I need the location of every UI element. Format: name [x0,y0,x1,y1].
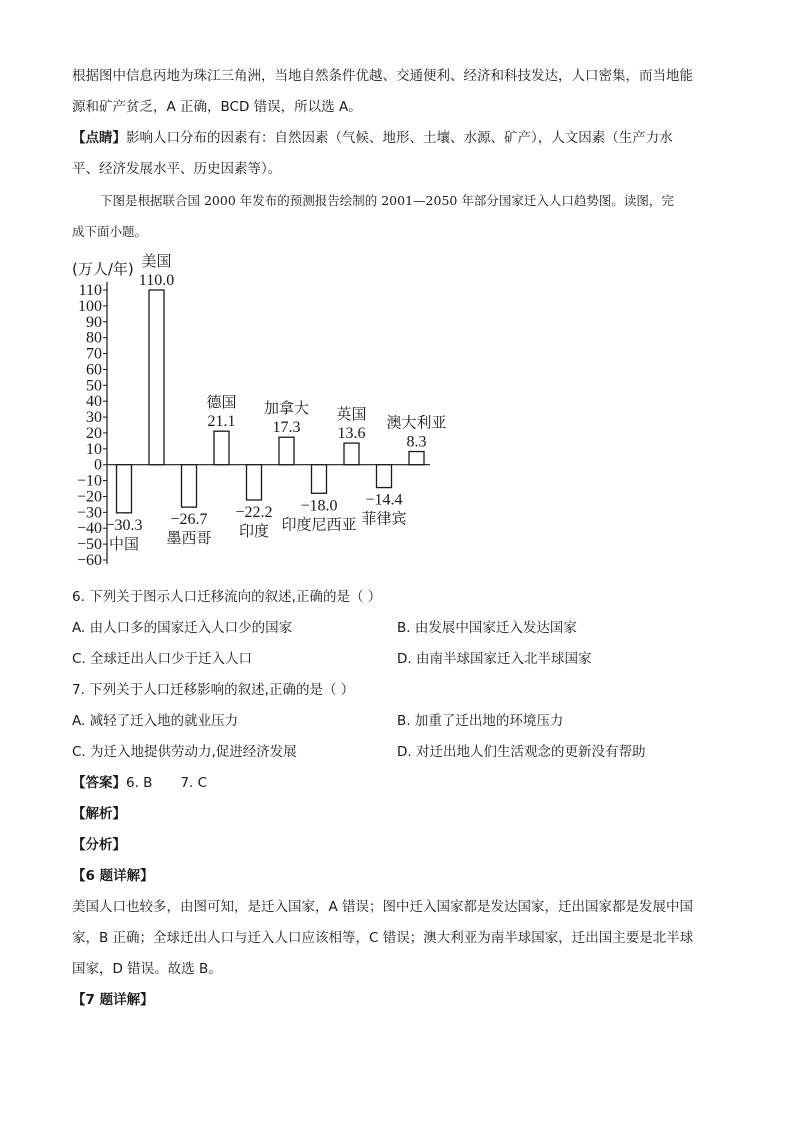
prev-line-2: 源和矿产贫乏，A 正确，BCD 错误，所以选 A。 [72,99,362,115]
answer-tag: 【答案】 [72,775,126,791]
q6-option-d: D. 由南半球国家迁入北半球国家 [397,651,592,667]
y-tick-label: 60 [86,361,102,379]
answer-line [72,773,207,793]
bar [279,437,294,464]
y-tick-label: 80 [86,329,102,347]
y-tick-label: 50 [86,377,102,395]
bar-value-label: 13.6 [337,425,366,443]
fenxi-tag: 【分析】 [72,837,126,853]
migration-chart [0,252,794,572]
bar-category-label: 澳大利亚 [386,413,447,432]
bar [344,443,359,465]
y-axis-label: (万人/年) [72,260,134,278]
bar-value-label: 21.1 [207,413,236,431]
bar-category-label: 德国 [206,393,237,412]
y-tick-label: −40 [76,520,102,538]
q7-option-d: D. 对迁出地人们生活观念的更新没有帮助 [397,744,646,760]
y-tick-label: −10 [76,472,102,490]
bar-category-label: 菲律宾 [361,509,407,528]
answer-q6: 6. B [126,775,153,791]
q7-option-a: A. 减轻了迁入地的就业压力 [72,713,239,729]
q6-option-c: C. 全球迁出人口少于迁入人口 [72,651,253,667]
detail6-line-2: 家，B 正确；全球迁出人口与迁入人口应该相等，C 错误；澳大利亚为南半球国家，迁出国主要是北半球 [72,930,694,946]
y-tick-label: 100 [78,297,102,315]
bar [214,431,229,465]
bar-category-label: 印度 [238,521,270,540]
bar [377,465,392,488]
bar [312,465,327,494]
analysis-tag: 【解析】 [72,806,126,822]
y-tick-label: −30 [76,504,102,522]
q7-option-c: C. 为迁入地提供劳动力,促进经济发展 [72,744,297,760]
bar-category-label: 墨西哥 [166,529,212,548]
y-tick-label: 110 [78,282,102,299]
y-tick-label: 30 [86,409,102,427]
y-tick-label: −60 [76,552,102,569]
bar [117,465,132,513]
q6-option-a: A. 由人口多的国家迁入人口少的国家 [72,620,293,636]
y-tick-label: 10 [86,440,102,458]
bar-category-label: 中国 [108,534,140,553]
answer-q7: 7. C [180,775,208,791]
bar-category-label: 加拿大 [263,399,310,418]
y-tick-label: 40 [86,393,102,411]
bar-value-label: 8.3 [406,433,427,451]
intro-line-1: 下图是根据联合国 2000 年发布的预测报告绘制的 2001—2050 年部分国家迁入人口趋势图。读图，完 [100,193,674,208]
y-tick-label: 90 [86,313,102,331]
tip-tag: 【点睛】 [72,130,126,146]
detail6-tag: 【6 题详解】 [72,868,154,884]
detail6-line-3: 国家，D 错误。故选 B。 [72,961,222,977]
bar-category-label: 英国 [336,405,367,424]
y-tick-label: −50 [76,536,102,554]
intro-line-2: 成下面小题。 [72,224,148,239]
bar [149,290,164,465]
y-tick-label: 0 [94,456,102,474]
bar-category-label: 印度尼西亚 [281,515,357,534]
y-tick-label: −20 [76,488,102,506]
q7-option-b: B. 加重了迁出地的环境压力 [397,713,564,729]
bar [247,465,262,500]
q6-stem: 6. 下列关于图示人口迁移流向的叙述,正确的是（ ） [72,589,382,605]
bar-value-label: −14.4 [365,491,403,509]
bar-value-label: −26.7 [170,511,208,529]
bar [409,452,424,465]
bar-category-label: 美国 [141,252,172,270]
y-tick-label: 20 [86,424,102,442]
bar-value-label: −22.2 [235,503,273,521]
tip-text-1: 影响人口分布的因素有：自然因素（气候、地形、土壤、水源、矿产），人文因素（生产力水 [126,130,673,146]
prev-line-1: 根据图中信息丙地为珠江三角洲，当地自然条件优越、交通便利、经济和科技发达，人口密集，而当地能 [72,68,693,84]
bar-value-label: −30.3 [105,516,143,534]
bar [182,465,197,507]
bar-value-label: −18.0 [300,497,338,515]
q7-stem: 7. 下列关于人口迁移影响的叙述,正确的是（ ） [72,682,355,698]
detail7-tag: 【7 题详解】 [72,992,154,1008]
tip-line-2: 平、经济发展水平、历史因素等）。 [72,161,282,177]
q6-option-b: B. 由发展中国家迁入发达国家 [397,620,577,636]
tip-line-1 [72,128,673,148]
bar-value-label: 110.0 [138,272,175,289]
detail6-line-1: 美国人口也较多，由图可知，是迁入国家，A 错误；图中迁入国家都是发达国家，迁出国家都是发展中国 [72,899,694,915]
bar-value-label: 17.3 [272,419,301,437]
y-tick-label: 70 [86,345,102,363]
